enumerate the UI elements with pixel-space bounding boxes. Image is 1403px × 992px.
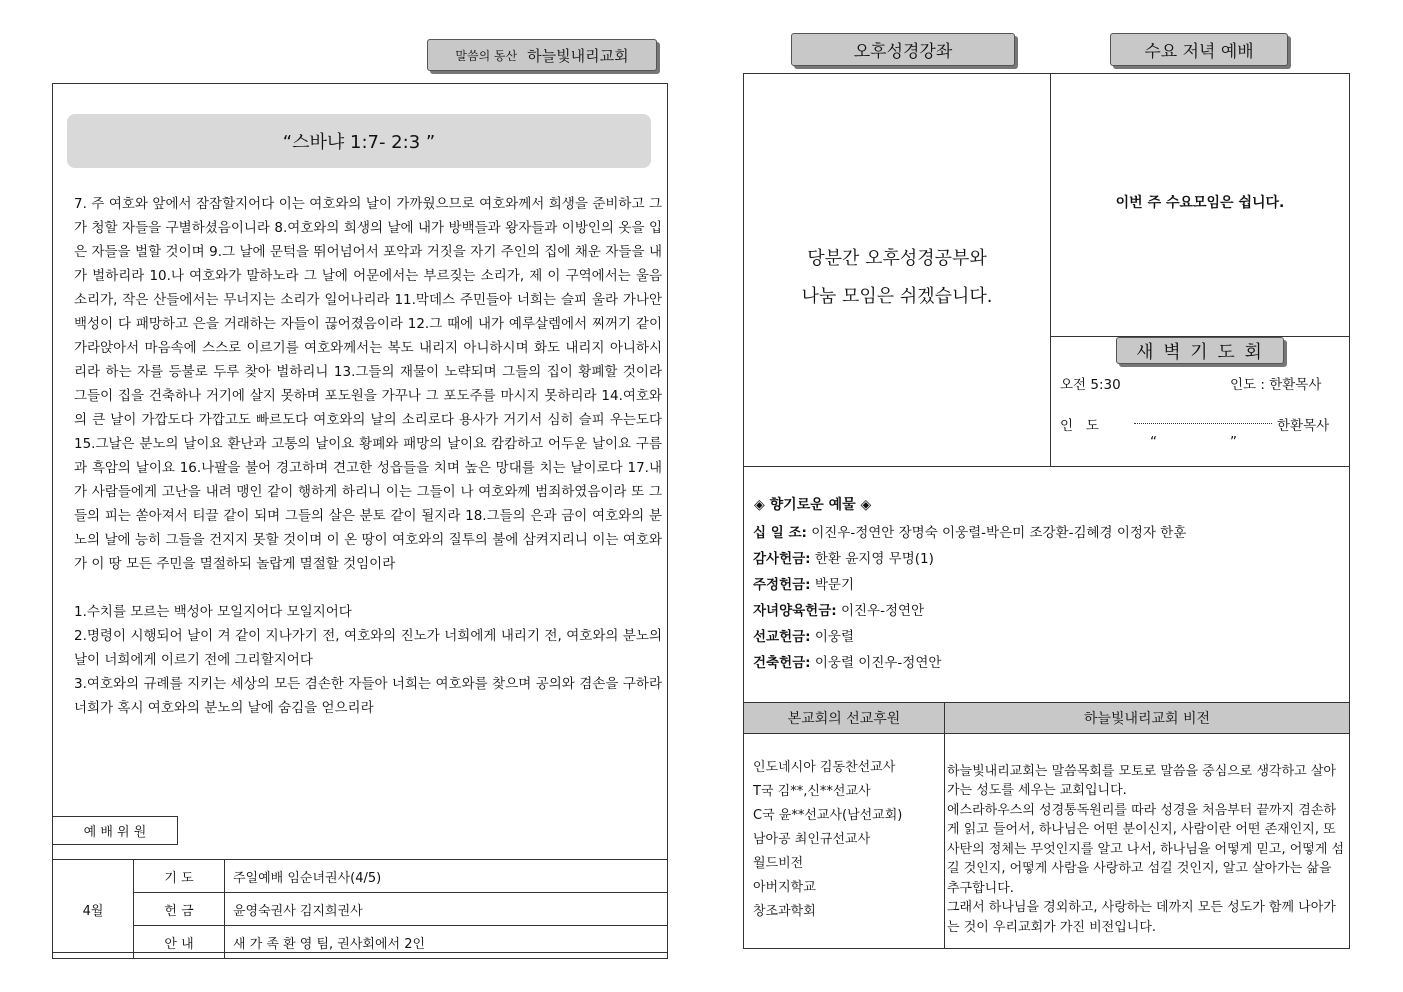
vision-text: 하늘빛내리교회는 말씀목회를 모토로 말씀을 중심으로 생각하고 살아가는 성도를 세우는 교회입니다. 에스라하우스의 성경통독원리를 따라 성경을 처음부터 끝까지 겸손하게 읽고 들어서, 하나님은 어떤 분이신지, 사람이란 어떤 존재인지, 또 사탄의 정체는 무엇인지를 알고 나서, 하나님을 어떻게 믿고, 어떻게 섬길 것인지, 어떻게 사람을 사랑하고 섬길 것인지, 알고 살아가는 삶을 추구합니다. 그래서 하나님을 경외하고, 사랑하는 데까지 모든 성도가 함께 나아가는 것이 우리교회가 가진 비전입니다.: [947, 763, 1345, 935]
value-cell: [225, 893, 668, 926]
offering-value: 박문기: [814, 577, 854, 593]
wednesday-service-tab: [1110, 33, 1288, 66]
vision-header-cell: [945, 703, 1350, 734]
role-cell: [134, 860, 225, 893]
role-label: 기 도: [164, 870, 194, 886]
wednesday-service-title: 수요 저녁 예배: [1144, 42, 1254, 62]
list-item: 아버지학교: [753, 880, 816, 895]
offering-value: 이웅렬 이진우-정연안: [814, 655, 942, 671]
afternoon-bible-class-title: 오후성경강좌: [853, 42, 953, 62]
afternoon-notice: 당분간 오후성경공부와 나눔 모임은 쉬겠습니다.: [801, 248, 993, 307]
table-row: [53, 893, 668, 926]
divider: [1050, 73, 1051, 466]
dawn-prayer-tab: [1116, 337, 1284, 364]
dawn-prayer-title: 새 벽 기 도 회: [1136, 341, 1264, 363]
offering-label: 주정헌금:: [753, 577, 811, 593]
church-name-tab: [427, 39, 657, 71]
offerings-list: [753, 520, 1345, 676]
value-cell: [225, 860, 668, 893]
dotted-leader: [1134, 423, 1272, 424]
list-item: [753, 624, 1345, 650]
role-value: 새 가 족 환 영 팀, 권사회에서 2인: [233, 936, 426, 952]
vision-cell: [945, 734, 1350, 949]
list-item: [753, 520, 1345, 546]
role-cell: [134, 926, 225, 959]
offering-label: 십 일 조:: [753, 525, 807, 541]
scripture-title: “스바냐 1:7- 2:3 ”: [282, 132, 436, 153]
month-cell: [53, 860, 134, 959]
list-item: [753, 650, 1345, 676]
vision-header: 하늘빛내리교회 비전: [1083, 711, 1211, 727]
offering-label: 건축헌금:: [753, 655, 811, 671]
offering-label: 감사헌금:: [753, 551, 811, 567]
list-item: T국 김**,신**선교사: [753, 784, 871, 799]
role-value: 윤영숙권사 김지희권사: [233, 903, 363, 919]
mission-vision-table: [743, 702, 1350, 949]
table-row: [744, 734, 1350, 949]
dawn-prayer-lead-value: 한환목사: [1277, 418, 1330, 434]
mission-cell: [744, 734, 945, 949]
list-item: C국 윤**선교사(남선교회): [753, 808, 903, 823]
dawn-prayer-lead-label: 인 도: [1060, 418, 1099, 434]
list-item: [753, 572, 1345, 598]
role-cell: [134, 893, 225, 926]
role-label: 헌 금: [164, 903, 194, 919]
role-label: 안 내: [164, 936, 194, 952]
list-item: 인도네시아 김동찬선교사: [753, 760, 896, 775]
table-header-row: [744, 703, 1350, 734]
offering-value: 이진우-정연안 장명숙 이웅렬-박은미 조강환-김혜경 이정자 한훈: [811, 525, 1187, 541]
worship-committee-table: [52, 859, 668, 959]
worship-committee-label: [52, 816, 178, 845]
list-item: [753, 546, 1345, 572]
wednesday-notice: 이번 주 수요모임은 쉽니다.: [1115, 195, 1285, 211]
offering-value: 이진우-정연안: [840, 603, 925, 619]
divider: [743, 466, 1350, 467]
list-item: 창조과학회: [753, 904, 816, 919]
church-motto: 말씀의 동산: [455, 48, 518, 63]
table-row: [53, 926, 668, 959]
role-value: 주일예배 임순녀권사(4/5): [233, 870, 382, 886]
list-item: 남아공 최인규선교사: [753, 832, 871, 847]
afternoon-bible-class-tab: [791, 33, 1015, 66]
scripture-paragraph-2: 1.수치를 모르는 백성아 모일지어다 모일지어다 2.명령이 시행되어 날이 겨 같이 지나가기 전, 여호와의 진노가 너희에게 내리기 전, 여호와의 분노의 날이 너희에게 이르기 전에 그리할지어다 3.여호와의 규례를 지키는 세상의 모든 겸손한 자들아 너희는 여호와를 찾으며 공의와 겸손을 구하라 너희가 혹시 여호와의 분노의 날에 숨김을 얻으리라: [74, 604, 662, 716]
dawn-prayer-time: 오전 5:30: [1060, 377, 1121, 393]
dawn-prayer-ditto: “ ”: [1150, 434, 1237, 450]
offering-label: 선교헌금:: [753, 629, 811, 645]
scripture-title-banner: [67, 114, 651, 168]
offering-value: 한환 윤지영 무명(1): [814, 551, 934, 567]
scripture-paragraph-1: 7. 주 여호와 앞에서 잠잠할지어다 이는 여호와의 날이 가까웠으므로 여호와께서 희생을 준비하고 그가 청할 자들을 구별하셨음이니라 8.여호와의 희생의 날에 내가 방백들과 왕자들과 이방인의 옷을 입은 자들을 벌할 것이며 9.그 날에 문턱을 뛰어넘어서 포악과 거짓을 자기 주인의 집에 채운 자들을 내가 벌하리라 10.나 여호와가 말하노라 그 날에 어문에서는 부르짖는 소리가, 제 이 구역에서는 울음 소리가, 작은 산들에서는 무너지는 소리가 일어나리라 11.막데스 주민들아 너희는 슬피 울라 가나안 백성이 다 패망하고 은을 거래하는 자들이 끊어졌음이라 12.그 때에 내가 예루살렘에서 찌꺼기 같이 가라앉아서 마음속에 스스로 이르기를 여호와께서는 복도 내리지 아니하시며 화도 내리지 아니하시리라 하는 자를 등불로 두루 찾아 벌하리니 13.그들의 재물이 노략되며 그들의 집이 황폐할 것이라 그들이 집을 건축하나 거기에 살지 못하며 포도원을 가꾸나 그 포도주를 마시지 못하리라 14.여호와의 큰 날이 가깝도다 가깝고도 빠르도다 여호와의 날의 소리로다 용사가 거기서 심히 슬피 우는도다 15.그날은 분노의 날이요 환난과 고통의 날이요 황폐와 패망의 날이요 캄캄하고 어두운 날이요 구름과 흑암의 날이요 16.나팔을 불어 경고하며 견고한 성읍들을 치며 높은 망대를 치는 날이로다 17.내가 사람들에게 고난을 내려 맹인 같이 행하게 하리니 이는 그들이 나 여호와께 범죄하였음이라 또 그들의 피는 쏟아져서 티끌 같이 되며 그들의 살은 분토 같이 될지라 18.그들의 은과 금이 여호와의 분노의 날에 능히 그들을 건지지 못할 것이며 이 온 땅이 여호와의 질투의 불에 삼켜지리니 이는 여호와가 이 땅 모든 주민을 멸절하되 놀랍게 멸절할 것임이라: [74, 196, 662, 572]
worship-committee-title: 예 배 위 원: [83, 825, 147, 840]
value-cell: [225, 926, 668, 959]
list-item: [753, 598, 1345, 624]
mission-header-cell: [744, 703, 945, 734]
offering-value: 이웅렬: [814, 629, 854, 645]
table-row: [53, 860, 668, 893]
month-label: 4월: [82, 903, 104, 919]
dawn-prayer-leader: 인도 : 한환목사: [1230, 377, 1322, 393]
offering-label: 자녀양육헌금:: [753, 603, 837, 619]
scripture-text: [74, 192, 662, 744]
mission-header: 본교회의 선교후원: [787, 711, 901, 727]
offerings-title: ◈ 향기로운 예물 ◈: [754, 497, 872, 513]
church-name: 하늘빛내리교회: [527, 46, 629, 65]
list-item: 월드비전: [753, 856, 804, 871]
